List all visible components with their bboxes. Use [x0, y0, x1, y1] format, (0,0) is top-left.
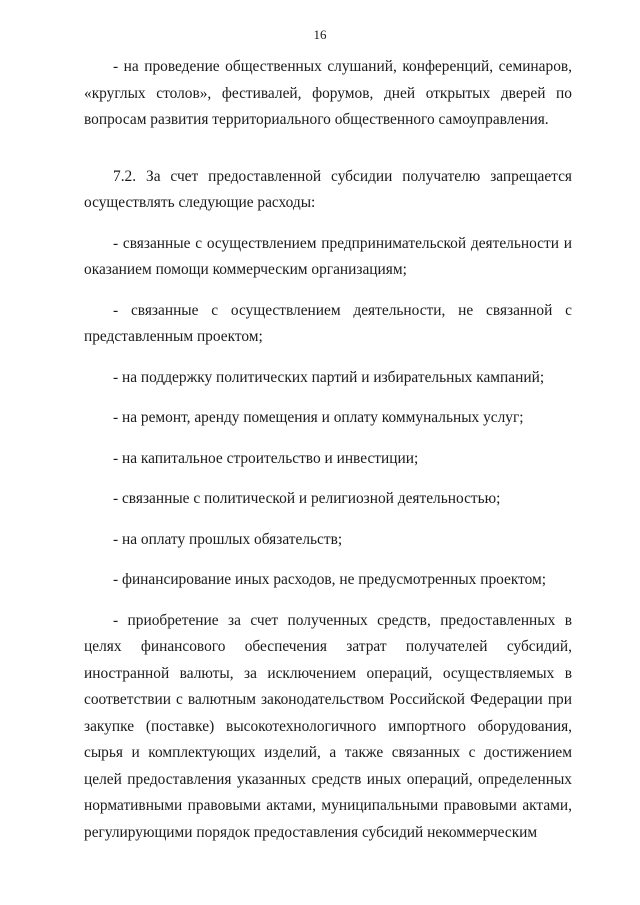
paragraph-political-religious: - связанные с политической и религиозной деятельностью; [113, 490, 501, 507]
paragraph-political-parties: - на поддержку политических партий и избирательных кампаний; [113, 368, 545, 386]
paragraph-business-activity: - связанные с осуществлением предпринимательской деятельности и оказанием помощи коммерческим организациям; [84, 234, 572, 278]
paragraph-past-obligations: - на оплату прошлых обязательств; [113, 530, 343, 548]
paragraph-public-events: - на проведение общественных слушаний, конференций, семинаров, «круглых столов», фестивалей, форумов, дней открытых дверей по вопросам развития территориального общественного самоуправления. [84, 58, 572, 128]
paragraph-other-expenses: - финансирование иных расходов, не предусмотренных проектом; [113, 571, 547, 588]
paragraph-capital-construction: - на капитальное строительство и инвестиции; [113, 449, 419, 467]
paragraph-unrelated-activity: - связанные с осуществлением деятельности, не связанной с представленным проектом; [84, 301, 572, 345]
document-body [84, 54, 572, 846]
paragraph-repair-rent: - на ремонт, аренду помещения и оплату коммунальных услуг; [113, 409, 524, 426]
page-number: 16 [313, 27, 327, 42]
paragraph-foreign-currency: - приобретение за счет полученных средств, предоставленных в целях финансового обеспечения затрат получателей субсидий, иностранной валюты, за исключением операций, осуществляемых в соответствии с валютным законодательством Российской Федерации при закупке (поставке) высокотехнологичного импортного оборудования, сырья и комплектующих изделий, а также связанных с достижением целей предоставления указанных средств иных операций, определенных нормативными правовыми актами, муниципальными правовыми актами, регулирующими порядок предоставления субсидий некоммерческим [84, 611, 572, 841]
paragraph-section-7-2: 7.2. За счет предоставленной субсидии получателю запрещается осуществлять следующие расходы: [84, 167, 572, 211]
